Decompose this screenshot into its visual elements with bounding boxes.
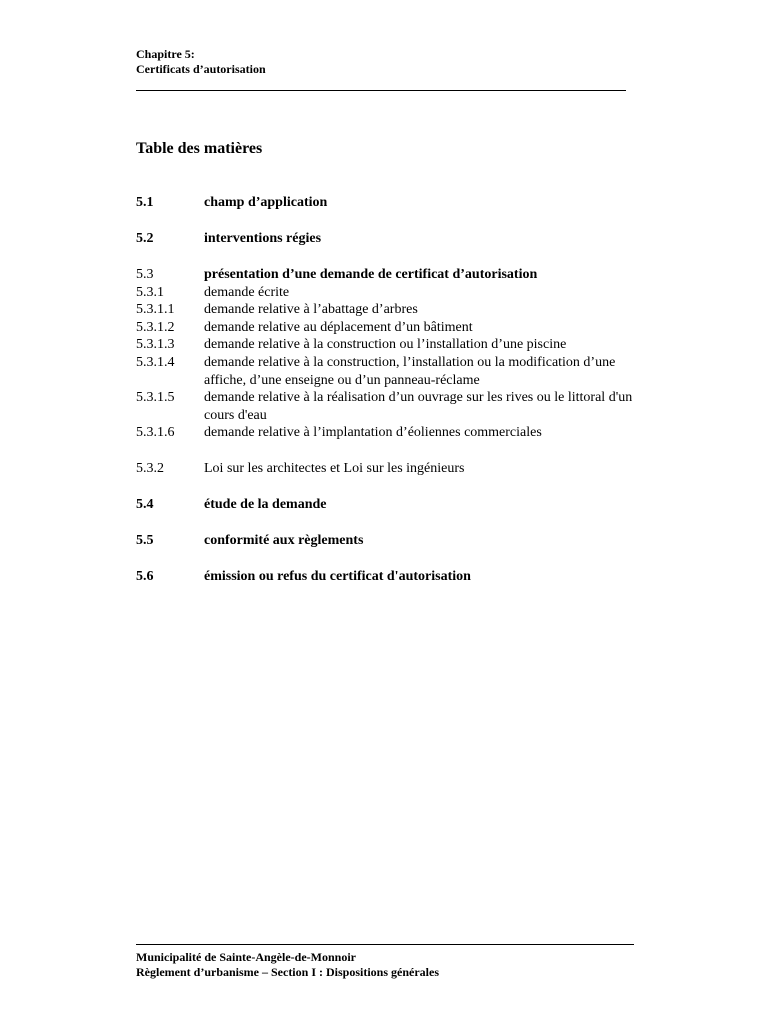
toc-entry-text: demande relative au déplacement d’un bâtiment xyxy=(204,319,473,335)
toc-entry xyxy=(136,568,636,586)
toc-entry xyxy=(136,284,636,302)
toc-entry xyxy=(136,532,636,550)
toc-entry xyxy=(136,424,636,442)
toc-entry xyxy=(136,496,636,514)
toc-entry xyxy=(136,230,636,248)
page-header xyxy=(136,47,266,77)
toc-entry-number: 5.6 xyxy=(136,569,154,585)
toc-entry xyxy=(136,319,636,337)
toc-entry-number: 5.3.1.4 xyxy=(136,354,175,370)
chapter-subtitle: Certificats d’autorisation xyxy=(136,62,266,76)
toc-title: Table des matières xyxy=(136,140,263,157)
toc-entry-number: 5.3.1.3 xyxy=(136,337,175,353)
chapter-label: Chapitre 5: xyxy=(136,47,195,61)
toc-entry-number: 5.3.1.6 xyxy=(136,425,175,441)
toc-entry-number: 5.3.1 xyxy=(136,284,164,300)
toc-entry-text: demande relative à l’implantation d’éoliennes commerciales xyxy=(204,425,542,441)
toc-entry-text: demande relative à la construction ou l’installation d’une piscine xyxy=(204,337,567,353)
toc-entry xyxy=(136,354,636,389)
toc-entry-text: interventions régies xyxy=(204,230,322,246)
toc-entry-number: 5.4 xyxy=(136,497,154,513)
toc-entry-text: demande relative à la réalisation d’un ouvrage sur les rives ou le littoral d'un cours d'eau xyxy=(204,390,633,423)
toc-entry-text: demande relative à la construction, l’installation ou la modification d’une affiche, d’une enseigne ou d’un panneau-réclame xyxy=(204,354,616,388)
toc-entry-text: présentation d’une demande de certificat d’autorisation xyxy=(204,266,538,282)
table-of-contents xyxy=(136,194,636,586)
toc-entry xyxy=(136,194,636,212)
toc-entry-number: 5.1 xyxy=(136,195,154,210)
footer-municipality: Municipalité de Sainte-Angèle-de-Monnoir xyxy=(136,950,356,964)
toc-entry-number: 5.3 xyxy=(136,266,154,282)
toc-entry-number: 5.3.1.2 xyxy=(136,319,175,335)
toc-entry xyxy=(136,301,636,319)
toc-entry xyxy=(136,336,636,354)
toc-entry-text: étude de la demande xyxy=(204,497,327,513)
toc-entry-text: conformité aux règlements xyxy=(204,533,364,549)
toc-entry-number: 5.5 xyxy=(136,533,154,549)
toc-entry-text: demande écrite xyxy=(204,284,290,300)
toc-entry xyxy=(136,266,636,284)
footer-divider xyxy=(136,944,634,945)
toc-entry-text: Loi sur les architectes et Loi sur les ingénieurs xyxy=(204,461,465,477)
toc-entry-number: 5.3.2 xyxy=(136,461,164,477)
footer-regulation: Règlement d’urbanisme – Section I : Dispositions générales xyxy=(136,965,439,979)
toc-entry-number: 5.3.1.1 xyxy=(136,302,175,318)
toc-entry xyxy=(136,460,636,478)
toc-entry-text: champ d’application xyxy=(204,195,328,210)
toc-entry-text: demande relative à l’abattage d’arbres xyxy=(204,302,418,318)
page-footer xyxy=(136,950,439,980)
toc-entry-text: émission ou refus du certificat d'autorisation xyxy=(204,569,471,585)
toc-entry xyxy=(136,389,636,424)
toc-entry-number: 5.2 xyxy=(136,230,154,246)
header-divider xyxy=(136,90,626,91)
toc-entry-number: 5.3.1.5 xyxy=(136,390,175,406)
